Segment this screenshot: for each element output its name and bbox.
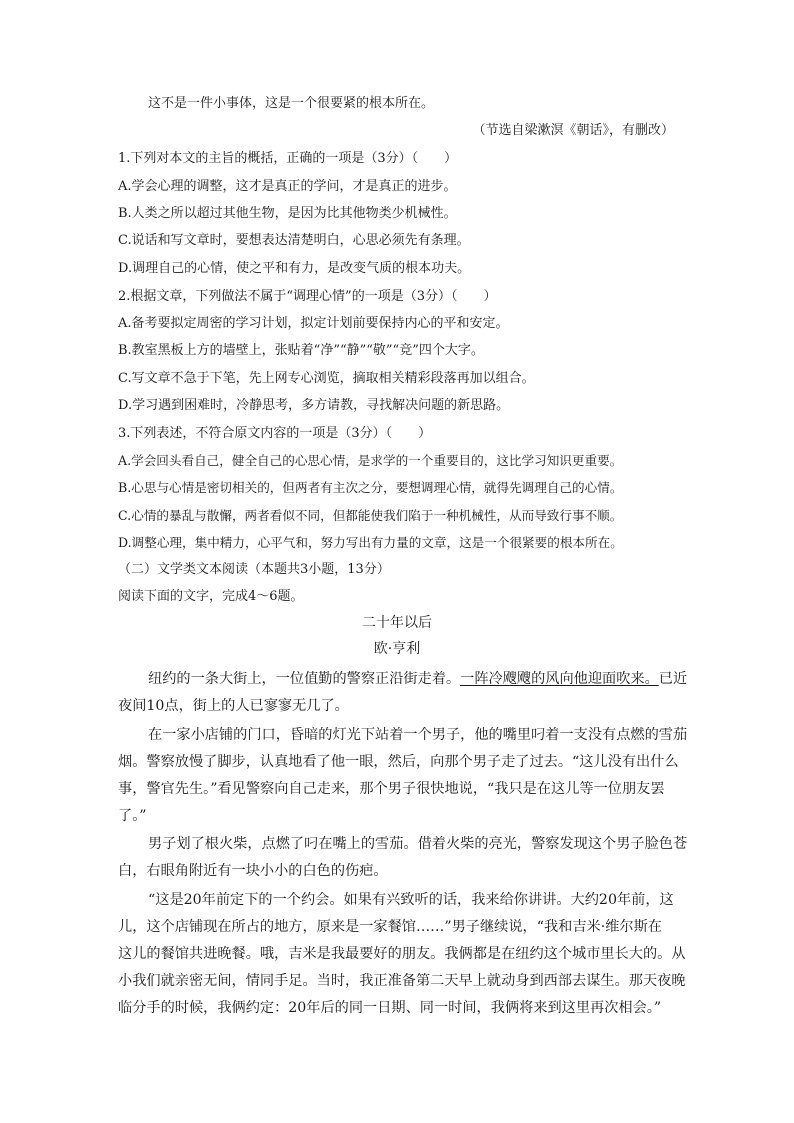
story-paragraph-line: 白，右眼角附近有一块小小的白色的伤疤。: [118, 863, 388, 879]
story-author: 欧·亨利: [373, 641, 421, 657]
question-2-option-d: D.学习遇到困难时，冷静思考，多方请教，寻找解决问题的新思路。: [118, 398, 510, 413]
question-3-option-c: C.心情的暴乱与散懈，两者看似不同，但都能使我们陷于一种机械性，从而导致行事不顺。: [118, 508, 623, 523]
question-3-option-b: B.心思与心情是密切相关的，但两者有主次之分，要想调理心情，就得先调理自己的心情。: [118, 480, 623, 495]
question-3-stem: 3.下列表述，不符合原文内容的一项是（3分）（ ）: [118, 426, 432, 441]
section-2-instruction: 阅读下面的文字，完成4～6题。: [118, 589, 304, 604]
story-paragraph-line: 夜间10点，街上的人已寥寥无几了。: [118, 698, 349, 714]
story-paragraph-line: 烟。警察放慢了脚步，认真地看了他一眼，然后，向那个男子走了过去。“这儿没有出什么: [118, 754, 679, 770]
section-2-heading: （二）文学类文本阅读（本题共3小题，13分）: [118, 562, 390, 577]
question-1-option-b: B.人类之所以超过其他生物，是因为比其他物类少机械性。: [118, 206, 457, 221]
question-3-option-a: A.学会回头看自己，健全自己的心思心情，是求学的一个重要目的，这比学习知识更重要。: [118, 453, 623, 468]
story-paragraph-line: 小我们就亲密无间，情同手足。当时，我正准备第二天早上就动身到西部去谋生。那天夜晚: [118, 973, 686, 989]
question-1-option-a: A.学会心理的调整，这才是真正的学问，才是真正的进步。: [118, 179, 457, 194]
question-2-option-b: B.教室黑板上方的墙壁上，张贴着“净”“静”“敬”“竞”四个大字。: [118, 343, 484, 358]
story-paragraph-line: 儿，这个店铺现在所占的地方，原来是一家餐馆……”男子继续说，“我和吉米·维尔斯在: [118, 919, 662, 935]
question-1-stem: 1.下列对本文的主旨的概括，正确的一项是（3分）（ ）: [118, 151, 458, 166]
question-2-stem: 2.根据文章，下列做法不属于“调理心情”的一项是（3分）（ ）: [118, 289, 497, 304]
passage-closing-sentence: 这不是一件小事体，这是一个很要紧的根本所在。: [148, 96, 435, 111]
story-title: 二十年以后: [362, 615, 432, 631]
story-paragraph-line: 这儿的餐馆共进晚餐。哦，吉米是我最要好的朋友。我俩都是在纽约这个城市里长大的。从: [118, 946, 686, 962]
story-paragraph-line: 临分手的时候，我俩约定：20年后的同一日期、同一时间，我俩将来到这里再次相会。”: [118, 1000, 662, 1016]
question-2-option-a: A.备考要拟定周密的学习计划，拟定计划前要保持内心的平和安定。: [118, 316, 509, 331]
story-paragraph-line: 男子划了根火柴，点燃了叼在嘴上的雪茄。借着火柴的亮光，警察发现这个男子脸色苍: [148, 836, 688, 852]
story-paragraph-line: 了。”: [118, 808, 147, 824]
question-1-option-d: D.调理自己的心情，使之平和有力，是改变气质的根本功夫。: [118, 261, 471, 276]
story-paragraph-line: 在一家小店铺的门口，昏暗的灯光下站着一个男子，他的嘴里叼着一支没有点燃的雪茄: [148, 727, 688, 743]
question-1-option-c: C.说话和写文章时，要想表达清楚明白，心思必须先有条理。: [118, 233, 470, 248]
underlined-sentence: 一阵冷飕飕的风向他迎面吹来。: [460, 671, 659, 687]
story-paragraph-line: 事，警官先生。”看见警察向自己走来，那个男子很快地说，“我只是在这儿等一位朋友罢: [118, 781, 665, 797]
story-paragraph-line: “这是20年前定下的一个约会。如果有兴致听的话，我来给你讲讲。大约20年前，这: [148, 892, 674, 908]
question-3-option-d: D.调整心理，集中精力，心平气和，努力写出有力量的文章，这是一个很紧要的根本所在。: [118, 535, 623, 550]
story-paragraph-line: 纽约的一条大街上，一位值勤的警察正沿街走着。一阵冷飕飕的风向他迎面吹来。已近: [148, 671, 688, 687]
passage-source-note: （节选自梁漱溟《朝话》，有删改）: [472, 123, 674, 138]
question-2-option-c: C.写文章不急于下笔，先上网专心浏览，摘取相关精彩段落再加以组合。: [118, 371, 535, 386]
